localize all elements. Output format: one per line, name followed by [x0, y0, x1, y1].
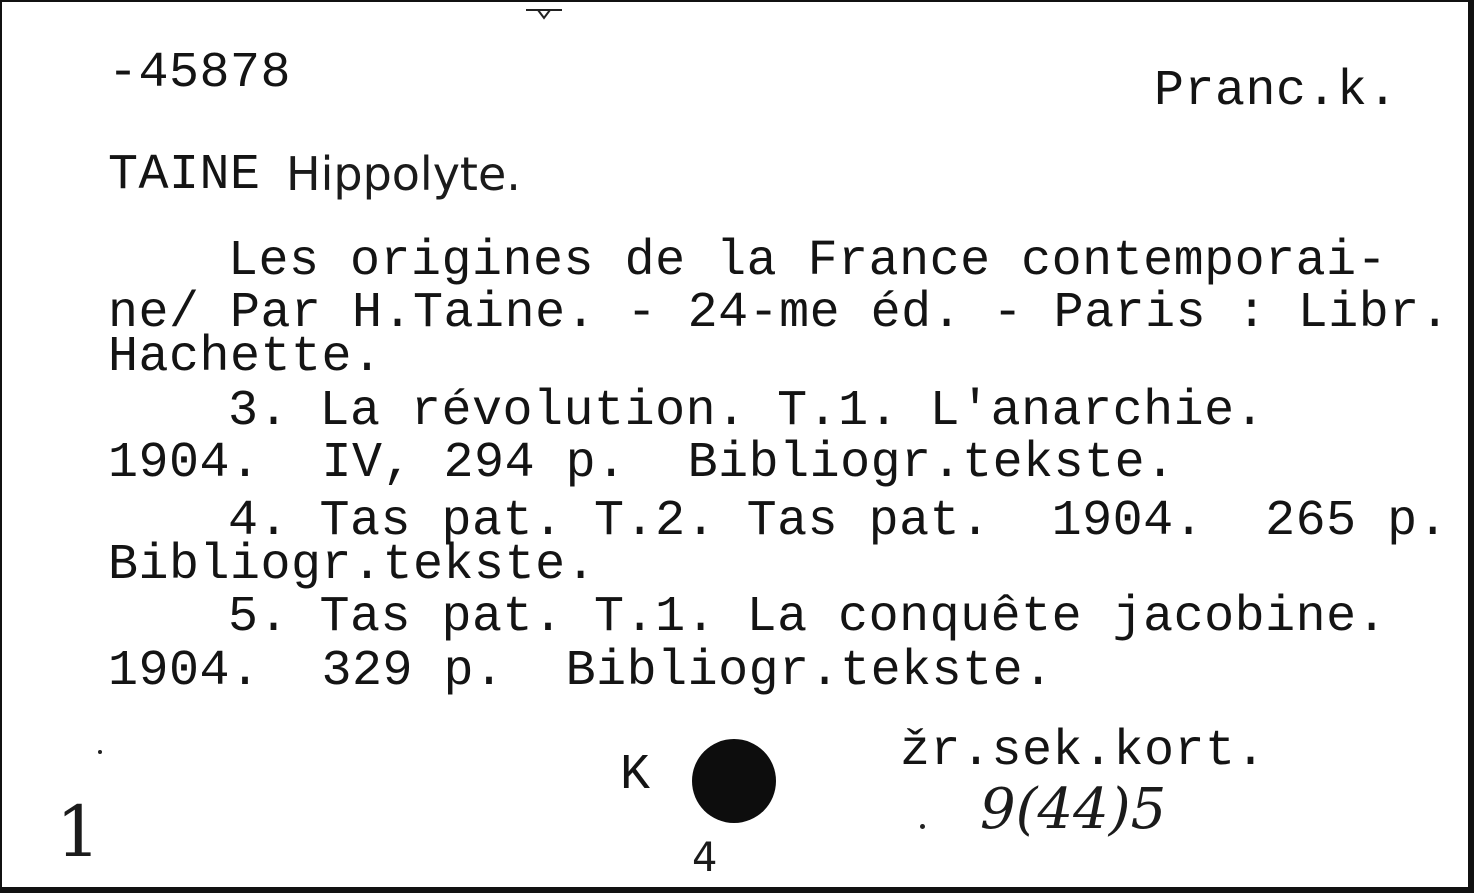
author-surname: TAINE — [108, 147, 261, 204]
title-line-2: ne/ Par H.Taine. - 24-me éd. - Paris : Libr. — [108, 285, 1451, 342]
volume-5-line-1: 5. Tas pat. T.1. La conquête jacobine. — [228, 589, 1388, 646]
title-line-1: Les origines de la France contemporai- — [228, 233, 1388, 290]
title-line-3: Hachette. — [108, 329, 383, 386]
author-given-name-handwritten: Hippolyte. — [286, 147, 521, 201]
k-label: K — [620, 747, 651, 804]
volume-3-line-1: 3. La révolution. T.1. L'anarchie. — [228, 383, 1266, 440]
volume-4-line-1: 4. Tas pat. T.2. Tas pat. 1904. 265 p. — [228, 493, 1449, 550]
section-note: žr.sek.kort. — [900, 723, 1267, 780]
top-tick-mark — [524, 4, 564, 20]
volume-4-line-2: Bibliogr.tekste. — [108, 537, 597, 594]
volume-3-line-2: 1904. IV, 294 p. Bibliogr.tekste. — [108, 435, 1176, 492]
ink-speck — [920, 824, 925, 829]
volume-5-line-2: 1904. 329 p. Bibliogr.tekste. — [108, 643, 1054, 700]
ink-speck — [98, 750, 102, 754]
punch-hole-dot — [692, 739, 776, 823]
shelf-mark-handwritten: 9(44)5 — [980, 777, 1167, 842]
accession-number: -45878 — [108, 45, 292, 102]
below-dot-handwritten: 4 — [692, 835, 718, 881]
count-handwritten: 1 — [56, 791, 101, 873]
location-code: Pranc.k. — [1154, 63, 1399, 120]
